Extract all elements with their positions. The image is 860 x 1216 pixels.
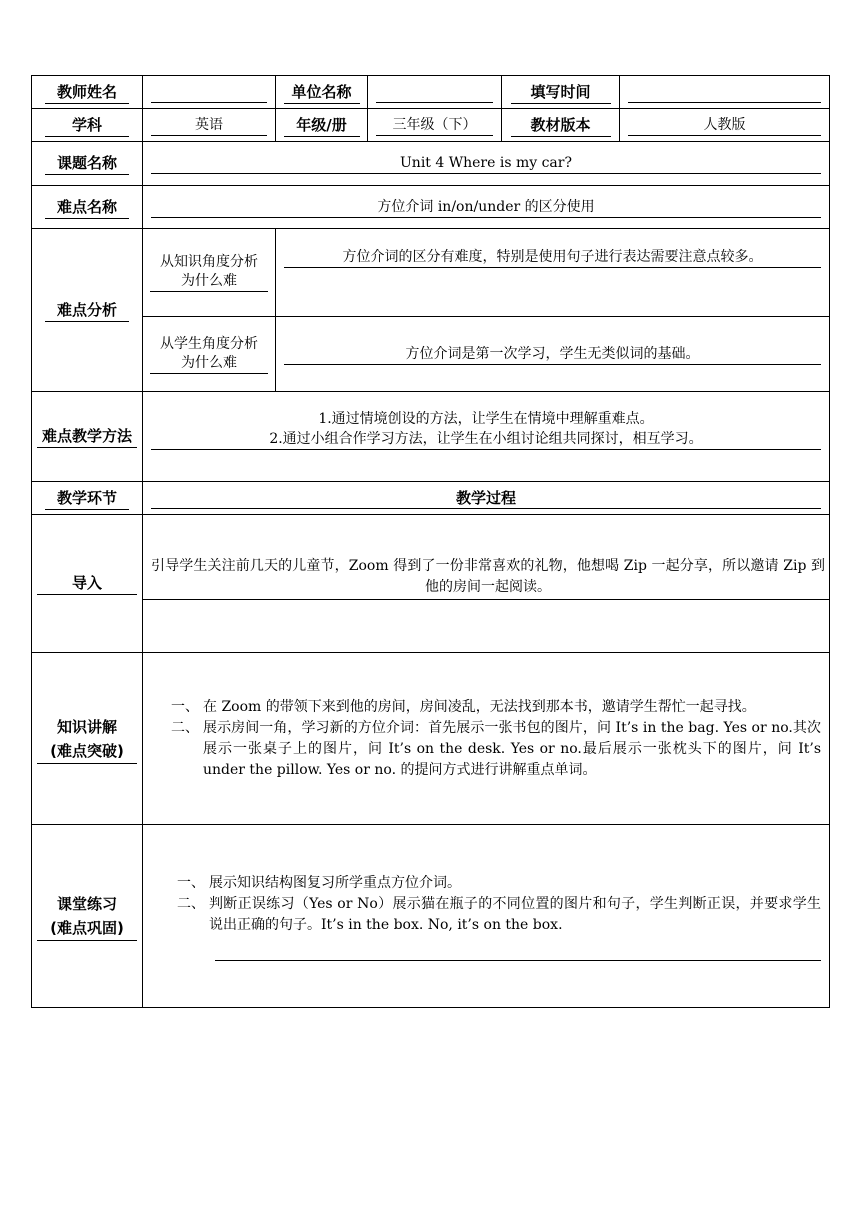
student-angle-label: 从学生角度分析 为什么难 (143, 317, 276, 392)
teacher-name-field[interactable] (143, 76, 276, 109)
method-label: 难点教学方法 (32, 392, 143, 482)
practice-label: 课堂练习 (难点巩固) (32, 825, 143, 1008)
method-field[interactable]: 1.通过情境创设的方法，让学生在情境中理解重难点。 2.通过小组合作学习方法，让学生在小组讨论组共同探讨，相互学习。 (143, 392, 830, 482)
practice-item: 二、 判断正误练习（Yes or No）展示猫在瓶子的不同位置的图片和句子，学生判断正误，并要求学生说出正确的句子。It’s in the box. No, it’s on the box. (177, 896, 821, 933)
unit-name-field[interactable] (368, 76, 502, 109)
subject-field[interactable]: 英语 (143, 109, 276, 142)
lesson-plan-form (31, 75, 829, 1009)
topic-label: 课题名称 (32, 142, 143, 186)
form-table (31, 75, 830, 1008)
analysis-row-knowledge (32, 229, 830, 317)
grade-field[interactable]: 三年级（下） (368, 109, 502, 142)
difficulty-label: 难点名称 (32, 186, 143, 229)
practice-field[interactable] (143, 825, 830, 1008)
fill-date-label: 填写时间 (502, 76, 620, 109)
analysis-row-student (32, 317, 830, 392)
header-row-2 (32, 109, 830, 142)
fill-date-field[interactable] (620, 76, 830, 109)
topic-row (32, 142, 830, 186)
grade-label: 年级/册 (276, 109, 368, 142)
practice-row (32, 825, 830, 1008)
student-angle-field[interactable]: 方位介词是第一次学习，学生无类似词的基础。 (276, 317, 830, 392)
practice-blank-line (215, 960, 821, 961)
teacher-name-label: 教师姓名 (32, 76, 143, 109)
explain-label: 知识讲解 (难点突破) (32, 653, 143, 825)
process-header: 教学过程 (143, 482, 830, 515)
intro-field[interactable]: 引导学生关注前几天的儿童节，Zoom 得到了一份非常喜欢的礼物，他想喝 Zip 一起分享，所以邀请 Zip 到他的房间一起阅读。 (143, 515, 830, 653)
textbook-field[interactable]: 人教版 (620, 109, 830, 142)
explain-item: 一、 在 Zoom 的带领下来到他的房间，房间凌乱，无法找到那本书，邀请学生帮忙一起寻找。 (171, 698, 756, 715)
intro-label: 导入 (32, 515, 143, 653)
explain-item: 二、 展示房间一角，学习新的方位介词：首先展示一张书包的图片，问 It’s in the bag. Yes or no.其次展示一张桌子上的图片，问 It’s on the desk. Yes or no.最后展示一张枕头下的图片，问 It’s under the pillow. Yes or no. 的提问方式进行讲解重点单词。 (171, 719, 821, 778)
method-row (32, 392, 830, 482)
stage-header: 教学环节 (32, 482, 143, 515)
intro-row (32, 515, 830, 653)
unit-name-label: 单位名称 (276, 76, 368, 109)
process-header-row (32, 482, 830, 515)
subject-label: 学科 (32, 109, 143, 142)
topic-field[interactable]: Unit 4 Where is my car? (143, 142, 830, 186)
knowledge-angle-label: 从知识角度分析 为什么难 (143, 229, 276, 317)
textbook-label: 教材版本 (502, 109, 620, 142)
header-row-1 (32, 76, 830, 109)
difficulty-row (32, 186, 830, 229)
practice-item: 一、 展示知识结构图复习所学重点方位介词。 (177, 875, 461, 891)
difficulty-field[interactable]: 方位介词 in/on/under 的区分使用 (143, 186, 830, 229)
explain-row (32, 653, 830, 825)
analysis-label: 难点分析 (32, 229, 143, 392)
knowledge-angle-field[interactable]: 方位介词的区分有难度，特别是使用句子进行表达需要注意点较多。 (276, 229, 830, 317)
explain-field[interactable] (143, 653, 830, 825)
